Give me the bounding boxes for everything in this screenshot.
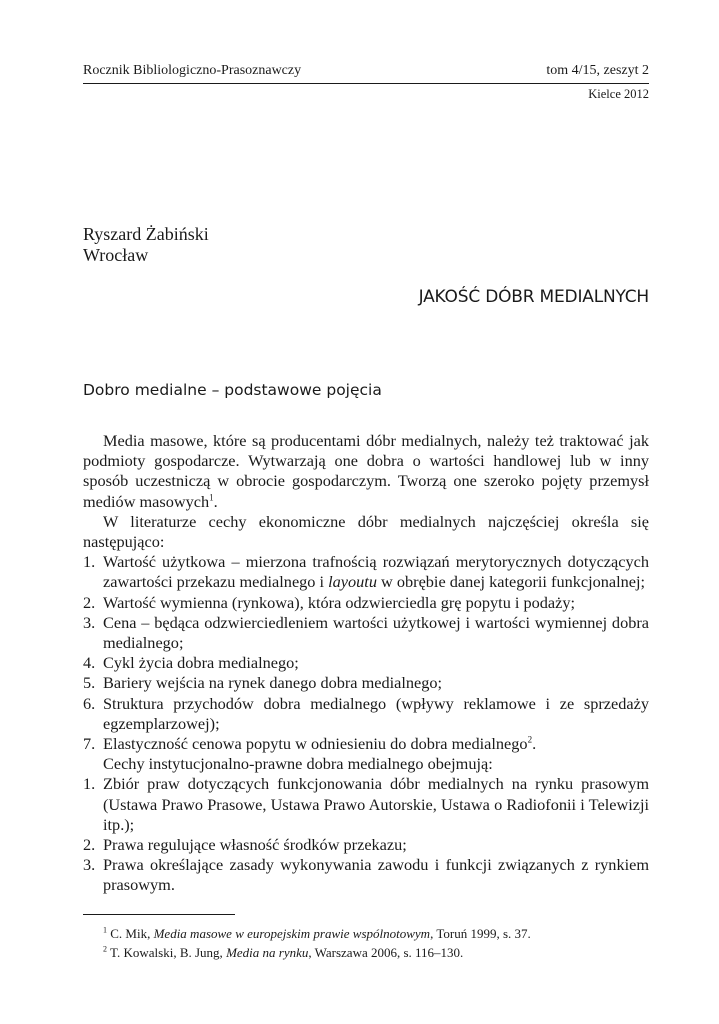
volume-issue: tom 4/15, zeszyt 2 bbox=[546, 63, 649, 78]
footnote-ref[interactable]: 2 bbox=[527, 734, 533, 745]
list-item: 4. Cykl życia dobra medialnego; bbox=[83, 653, 299, 673]
article-title: JAKOŚĆ DÓBR MEDIALNYCH bbox=[418, 287, 649, 307]
legal-features-list bbox=[83, 774, 649, 895]
place-year: Kielce 2012 bbox=[588, 87, 649, 101]
list-item: 1. Wartość użytkowa – mierzona trafnością rozwiązań merytorycznych dotyczących zawartości przekazu medialnego i layoutu w obrębie danej kategorii funkcjonalnej; bbox=[83, 552, 649, 592]
list-item: 3. Cena – będąca odzwierciedleniem wartości użytkowej i wartości wymiennej dobra medialnego; bbox=[83, 612, 649, 653]
footnotes bbox=[103, 924, 649, 962]
list-item: 6. Struktura przychodów dobra medialnego (wpływy reklamowe i ze sprzedaży egzemplarzowej); bbox=[83, 693, 649, 733]
footnote-separator bbox=[83, 914, 235, 915]
header-rule bbox=[83, 83, 649, 84]
list-item: 2. Wartość wymienna (rynkowa), która odzwierciedla grę popytu i podaży; bbox=[83, 592, 576, 612]
journal-name: Rocznik Bibliologiczno-Prasoznawczy bbox=[83, 63, 302, 78]
list-item: 7. Elastyczność cenowa popytu w odniesieniu do dobra medialnego$^2$. bbox=[83, 734, 537, 754]
section-heading: Dobro medialne – podstawowe pojęcia bbox=[83, 381, 382, 399]
list-item: 1. Zbiór praw dotyczących funkcjonowania dóbr medialnych na rynku prasowym (Ustawa Prawo Prasowe, Ustawa Prawo Autorskie, Ustawa o Radiofonii i Telewizji itp.); bbox=[83, 774, 649, 834]
list-item: 3. Prawa określające zasady wykonywania zawodu i funkcji związanych z rynkiem prasowym. bbox=[83, 855, 649, 895]
footnote-1: $^1$ C. Mik, Media masowe w europejskim prawie wspólnotowym, Toruń 1999, s. 37. bbox=[103, 925, 531, 941]
author-name: Ryszard Żabiński bbox=[83, 224, 209, 244]
paragraph: W literaturze cechy ekonomiczne dóbr medialnych najczęściej określa się następująco: bbox=[83, 511, 649, 552]
article-body bbox=[83, 431, 649, 896]
list-item: 2. Prawa regulujące własność środków przekazu; bbox=[83, 835, 407, 855]
author-city: Wrocław bbox=[83, 245, 149, 265]
footnote-ref[interactable]: 1 bbox=[209, 492, 214, 503]
paragraph: Media masowe, które są producentami dóbr medialnych, należy też traktować jak podmioty gospodarcze. Wytwarzają one dobra o wartości handlowej lub w inny sposób uczestniczą w obrocie gospodarczym. Tworzą one szeroko pojęty przemysł mediów masowych$^1$. bbox=[83, 431, 649, 511]
paragraph: Cechy instytucjonalno-prawne dobra medialnego obejmują: bbox=[103, 754, 493, 774]
economic-features-list bbox=[83, 552, 649, 754]
list-item: 5. Bariery wejścia na rynek danego dobra medialnego; bbox=[83, 673, 443, 693]
footnote-2: $^2$ T. Kowalski, B. Jung, Media na rynku, Warszawa 2006, s. 116–130. bbox=[103, 944, 464, 960]
running-head bbox=[83, 62, 649, 80]
